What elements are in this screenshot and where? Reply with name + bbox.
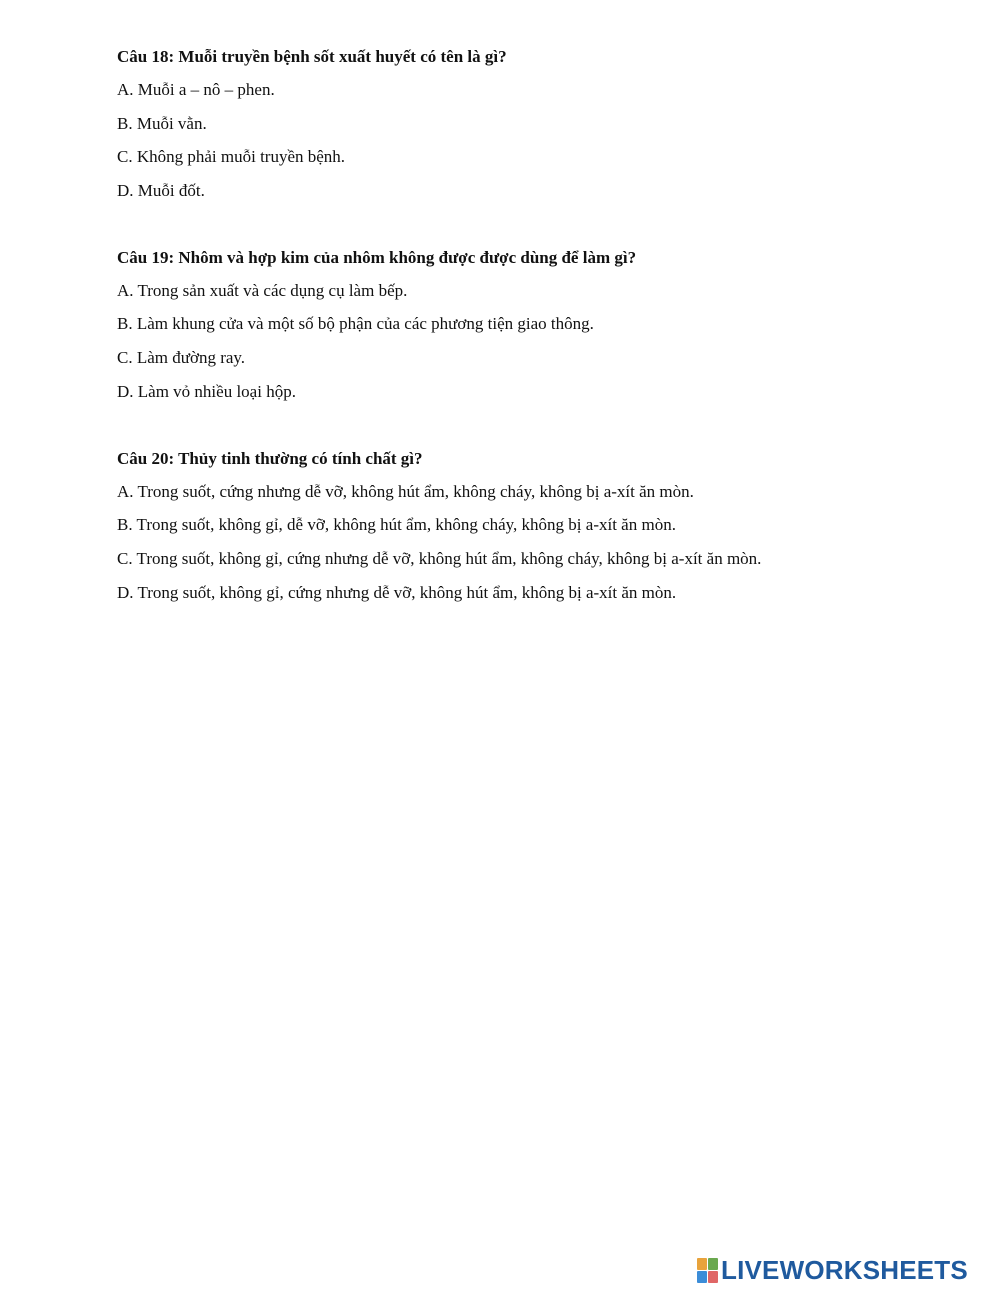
question-title: Câu 19: Nhôm và hợp kim của nhôm không được được dùng để làm gì? xyxy=(117,247,637,267)
logo-block xyxy=(708,1271,718,1283)
logo-blocks-icon xyxy=(697,1258,718,1283)
question-title: Câu 18: Muỗi truyền bệnh sốt xuất huyết có tên là gì? xyxy=(117,47,507,66)
option-a[interactable]: A. Trong sản xuất và các dụng cụ làm bếp. xyxy=(117,280,408,300)
option-c[interactable]: C. Không phải muỗi truyền bệnh. xyxy=(117,147,346,167)
option-b[interactable]: B. Làm khung cửa và một số bộ phận của các phương tiện giao thông. xyxy=(117,314,594,334)
logo-text: LIVEWORKSHEETS xyxy=(721,1255,968,1285)
question-20 xyxy=(117,442,977,610)
question-title: Câu 20: Thủy tinh thường có tính chất gì? xyxy=(117,448,423,468)
logo-block xyxy=(697,1258,707,1270)
option-a[interactable]: A. Trong suốt, cứng nhưng dễ vỡ, không hút ẩm, không cháy, không bị a-xít ăn mòn. xyxy=(117,481,694,501)
question-18 xyxy=(117,40,977,208)
logo-block xyxy=(697,1271,707,1283)
option-c[interactable]: C. Làm đường ray. xyxy=(117,348,246,368)
option-c[interactable]: C. Trong suốt, không gỉ, cứng nhưng dễ vỡ, không hút ẩm, không cháy, không bị a-xít ăn mòn. xyxy=(117,548,762,568)
liveworksheets-logo xyxy=(697,1256,968,1284)
worksheet-page xyxy=(117,40,977,609)
option-d[interactable]: D. Muỗi đốt. xyxy=(117,181,205,201)
option-d[interactable]: D. Trong suốt, không gỉ, cứng nhưng dễ vỡ, không hút ẩm, không bị a-xít ăn mòn. xyxy=(117,582,677,602)
option-a[interactable]: A. Muỗi a – nô – phen. xyxy=(117,80,275,99)
logo-block xyxy=(708,1258,718,1270)
option-b[interactable]: B. Muỗi vằn. xyxy=(117,113,207,133)
option-d[interactable]: D. Làm vỏ nhiều loại hộp. xyxy=(117,381,296,401)
option-b[interactable]: B. Trong suốt, không gỉ, dễ vỡ, không hút ẩm, không cháy, không bị a-xít ăn mòn. xyxy=(117,515,676,535)
question-19 xyxy=(117,241,977,409)
